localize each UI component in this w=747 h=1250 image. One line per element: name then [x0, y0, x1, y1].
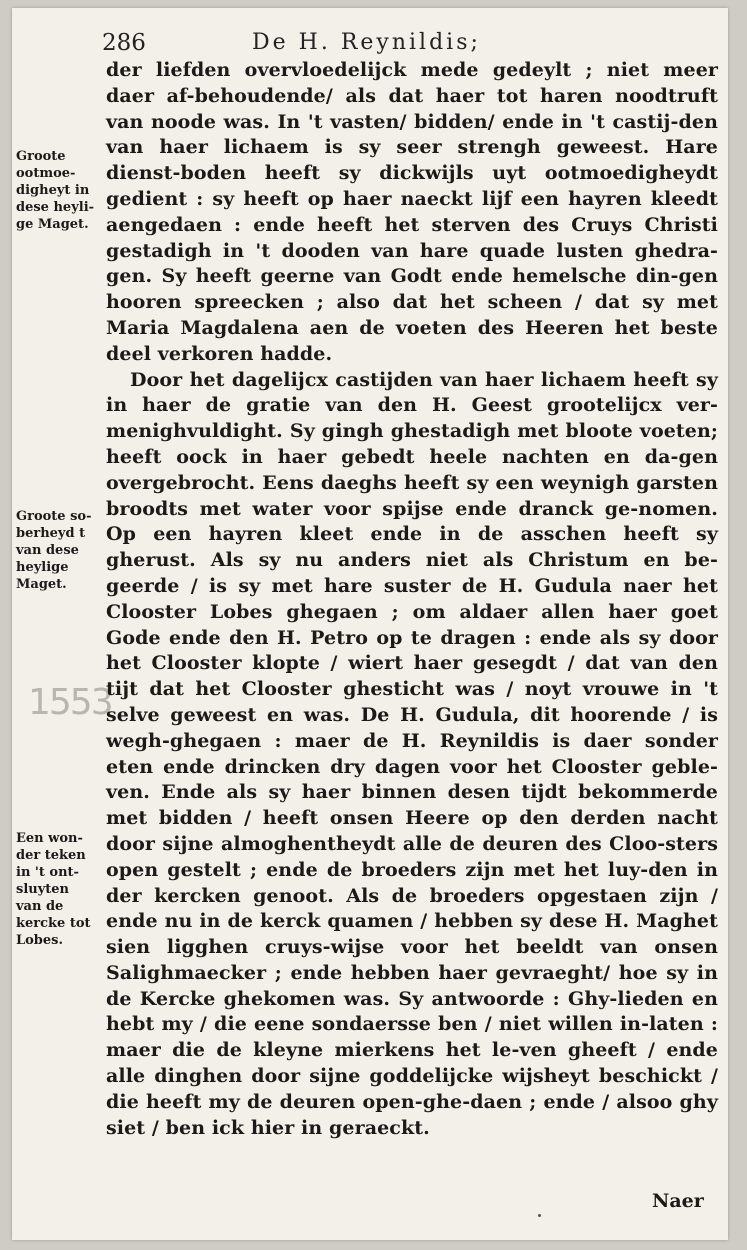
handwritten-annotation: 1553 [28, 682, 112, 723]
body-text [106, 58, 718, 1141]
margin-note-miracle: Een won- der teken in 't ont- sluyten van de kercke tot Lobes. [16, 831, 91, 948]
page-number: 286 [102, 30, 146, 56]
paragraph: Door het dagelijcx castijden van haer lichaem heeft sy in haer de gratie van den H. Geest grootelijcx ver-menighvuldight. Sy gingh ghestadigh met bloote voeten; heeft oock in haer gebedt heele nachten en da-gen overgebrocht. Eens daeghs heeft sy een weynigh garsten broodts met water voor spijse ende dranck ge-nomen. Op een hayren kleet ende in de asschen heeft sy gherust. Als sy nu anders niet als Christum en be-geerde / is sy met hare suster de H. Gudula naer het Clooster Lobes ghegaen ; om aldaer allen haer goet Gode ende den H. Petro op te dragen : ende als sy door het Clooster klopte / wiert haer gesegdt / dat van den tijt dat het Clooster ghesticht was / noyt vrouwe in 't selve geweest en was. De H. Gudula, dit hoorende / is wegh-ghegaen : maer de H. Reynildis is daer sonder eten ende drincken dry dagen voor het Clooster geble-ven. Ende als sy haer binnen desen tijdt bekommerde met bidden / heeft onsen Heere op den derden nacht door sijne almoghentheydt alle de deuren des Cloo-sters open gestelt ; ende de broeders zijn met het luy-den in der kercken genoot. Als de broeders opgestaen zijn / ende nu in de kerck quamen / hebben sy dese H. Maghet sien ligghen cruys-wijse voor het beeldt van onsen Salighmaecker ; ende hebben haer gevraeght/ hoe sy in de Kercke ghekomen was. Sy antwoorde : Ghy-lieden en hebt my / die eene sondaersse ben / niet willen in-laten : maer die de kleyne mierkens het le-ven gheeft / ende alle dinghen door sijne goddelijcke wijsheyt beschickt / die heeft my de deuren open-ghe-daen ; ende / alsoo ghy siet / ben ick hier in geraeckt. [106, 368, 718, 1139]
margin-note-sobriety: Groote so- berheyd t van dese heylige Maget. [16, 509, 92, 592]
margin-note-humility: Groote ootmoe- digheyt in dese heyli- ge Maget. [16, 149, 95, 232]
catchword: Naer [652, 1190, 704, 1212]
running-title: De H. Reynildis; [252, 30, 481, 55]
paragraph: der liefden overvloedelijck mede gedeylt ; niet meer daer af-behoudende/ als dat haer tot haren noodtruft van noode was. In 't vasten/ bidden/ ende in 't castij-den van haer lichaem is sy seer strengh geweest. Hare dienst-boden heeft sy dickwijls uyt ootmoedigheydt gedient : sy heeft op haer naeckt lijf een hayren kleedt aengedaen : ende heeft het sterven des Cruys Christi gestadigh in 't dooden van hare quade lusten ghedra-gen. Sy heeft geerne van Godt ende hemelsche din-gen hooren spreecken ; also dat het scheen / dat sy met Maria Magdalena aen de voeten des Heeren het beste deel verkoren hadde. [106, 59, 718, 365]
ink-speck [538, 1214, 541, 1217]
page-header [102, 30, 662, 60]
